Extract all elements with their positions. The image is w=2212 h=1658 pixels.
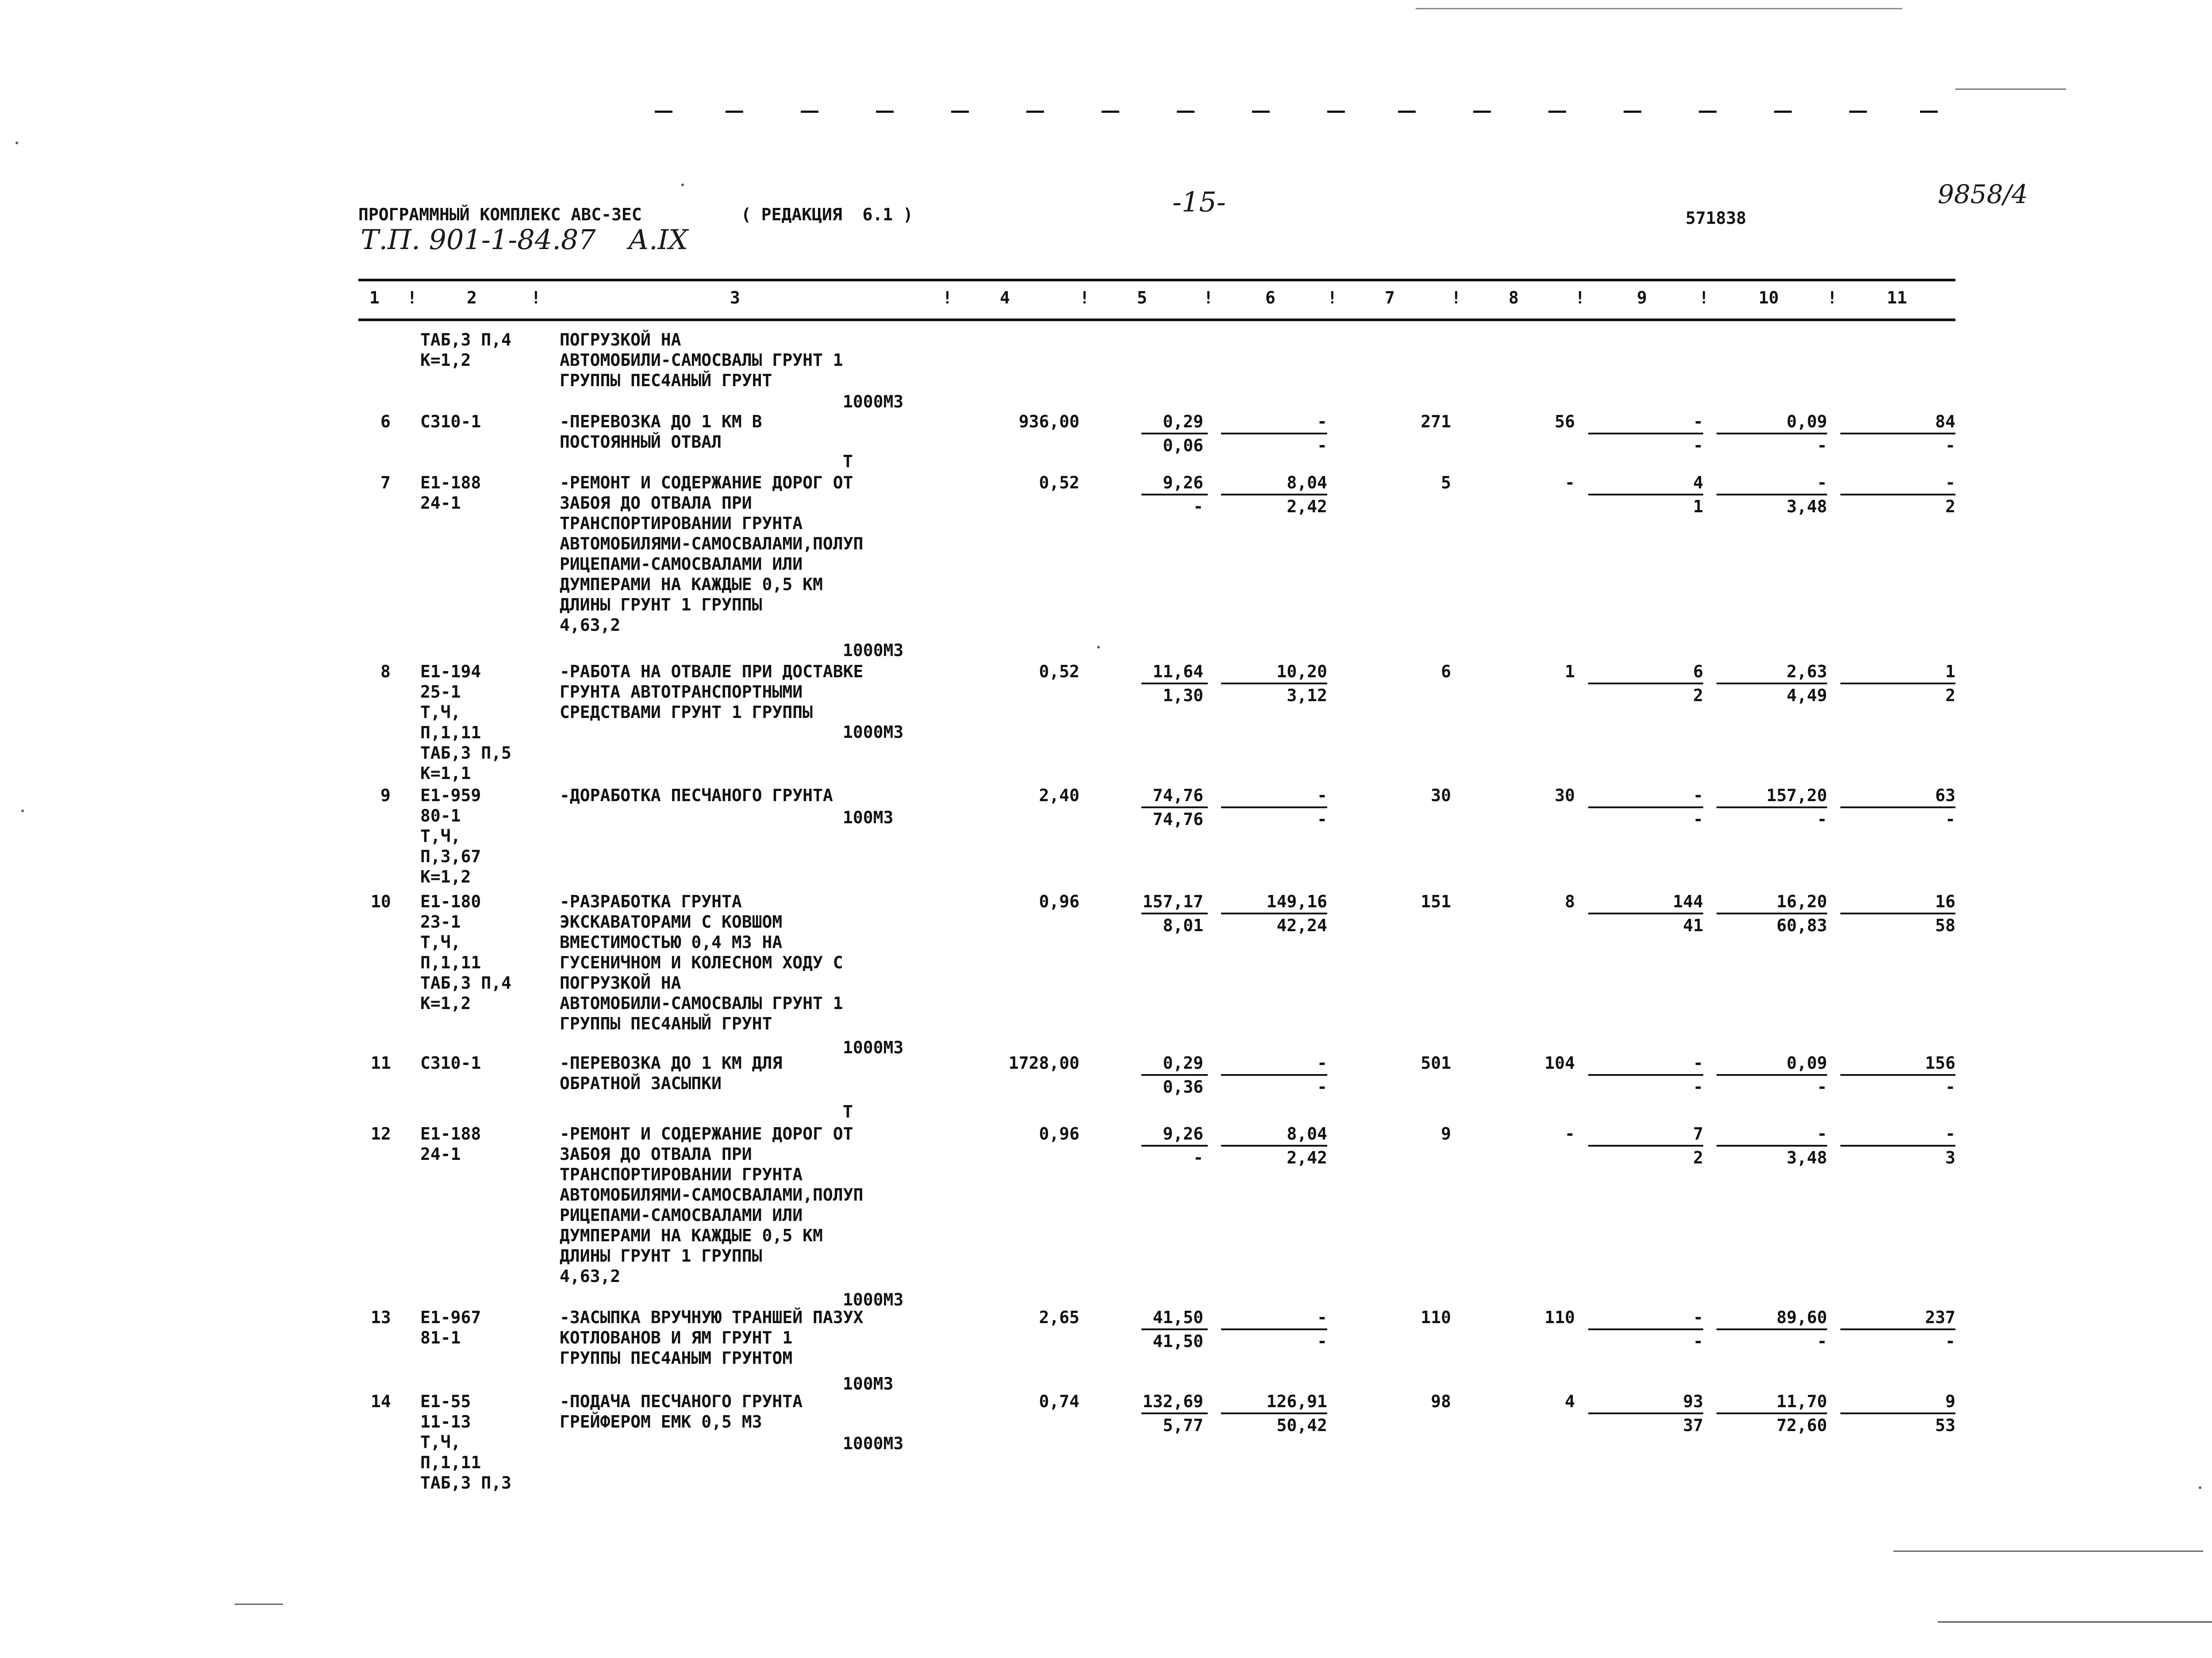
fraction-rule bbox=[1717, 683, 1827, 684]
unit-label: 1000М3 bbox=[843, 641, 904, 660]
scan-line-top bbox=[1416, 8, 1902, 9]
cell-c6-lower: 2,42 bbox=[1286, 1148, 1327, 1167]
row-number: 11 bbox=[371, 1053, 391, 1073]
cell-c11: 63 bbox=[1935, 786, 1955, 805]
work-description: -ДОРАБОТКА ПЕСЧАНОГО ГРУНТА bbox=[560, 786, 833, 805]
cell-c5-lower: - bbox=[1193, 1148, 1203, 1167]
scan-speck bbox=[21, 810, 24, 812]
cost-code: С310-1 bbox=[420, 412, 481, 431]
tp-number: Т.П. 901-1-84.87 bbox=[361, 223, 596, 256]
fraction-rule bbox=[1141, 1145, 1208, 1147]
cell-c4: 2,40 bbox=[1039, 786, 1079, 805]
cost-code: Е1-959 80-1 Т,Ч, П,3,67 К=1,2 bbox=[420, 786, 481, 887]
fraction-rule bbox=[1840, 1412, 1955, 1414]
cell-c7: 9 bbox=[1441, 1124, 1451, 1144]
cell-c6: - bbox=[1317, 1053, 1327, 1073]
fraction-rule bbox=[1141, 1412, 1208, 1414]
cell-c10-lower: - bbox=[1817, 1077, 1827, 1097]
cell-c5: 132,69 bbox=[1142, 1392, 1203, 1411]
fraction-rule bbox=[1221, 1328, 1327, 1330]
work-description: -ПЕРЕВОЗКА ДО 1 КМ В ПОСТОЯННЫЙ ОТВАЛ bbox=[560, 412, 762, 452]
unit-label: 1000М3 bbox=[843, 392, 904, 411]
col-header-2: 2 bbox=[467, 288, 477, 307]
cell-c10-lower: 4,49 bbox=[1786, 686, 1827, 705]
cell-c4: 1728,00 bbox=[1008, 1053, 1079, 1073]
fraction-rule bbox=[1717, 806, 1827, 808]
cell-c7: 5 bbox=[1441, 473, 1451, 492]
fraction-rule bbox=[1141, 1074, 1208, 1076]
cell-c9: 93 bbox=[1683, 1392, 1703, 1411]
cell-c5: 9,26 bbox=[1163, 473, 1203, 492]
cell-c11-lower: 53 bbox=[1935, 1416, 1955, 1435]
cell-c9-lower: - bbox=[1693, 810, 1703, 829]
cell-c6-lower: - bbox=[1317, 436, 1327, 455]
col-header-6: 6 bbox=[1265, 288, 1275, 307]
fraction-rule bbox=[1588, 806, 1703, 808]
fraction-rule bbox=[1221, 806, 1327, 808]
col-header-7: 7 bbox=[1385, 288, 1395, 307]
work-description: -ПОДАЧА ПЕСЧАНОГО ГРУНТА ГРЕЙФЕРОМ ЕМК 0,5 М3 bbox=[560, 1392, 803, 1432]
cell-c10-lower: 72,60 bbox=[1776, 1416, 1827, 1435]
cell-c6: - bbox=[1317, 1308, 1327, 1327]
fraction-rule bbox=[1840, 806, 1955, 808]
cell-c8: 1 bbox=[1565, 662, 1575, 681]
unit-label: 1000М3 bbox=[843, 1038, 904, 1057]
cell-c8: 4 bbox=[1565, 1392, 1575, 1411]
cost-code: Е1-188 24-1 bbox=[420, 473, 481, 513]
cell-c10: 2,63 bbox=[1786, 662, 1827, 681]
scan-line-top-right bbox=[1955, 88, 2066, 90]
cell-c8: 104 bbox=[1544, 1053, 1575, 1073]
row-number: 14 bbox=[371, 1392, 391, 1411]
cell-c10: 89,60 bbox=[1776, 1308, 1827, 1327]
fraction-rule bbox=[1141, 433, 1208, 434]
fraction-rule bbox=[1840, 1328, 1955, 1330]
cell-c11-lower: 2 bbox=[1945, 497, 1955, 516]
fraction-rule bbox=[1141, 683, 1208, 684]
fraction-rule bbox=[1717, 1412, 1827, 1414]
scan-speck bbox=[2199, 1486, 2201, 1489]
cell-c5-lower: 1,30 bbox=[1163, 686, 1203, 705]
scan-speck bbox=[1097, 646, 1100, 649]
fraction-rule bbox=[1588, 1328, 1703, 1330]
row-number: 6 bbox=[380, 412, 391, 431]
cell-c5: 0,29 bbox=[1163, 412, 1203, 431]
fraction-rule bbox=[1717, 1074, 1827, 1076]
cell-c8: - bbox=[1565, 1124, 1575, 1144]
handwritten-archive-id: 9858/4 bbox=[1938, 179, 2028, 209]
fraction-rule bbox=[1588, 683, 1703, 684]
cell-c10: 16,20 bbox=[1776, 892, 1827, 911]
col-header-3: 3 bbox=[730, 288, 740, 307]
col-header-9: 9 bbox=[1637, 288, 1647, 307]
cell-c10: 0,09 bbox=[1786, 412, 1827, 431]
unit-label: 100М3 bbox=[843, 808, 894, 827]
cell-c11: - bbox=[1945, 473, 1955, 492]
col-header-10: 10 bbox=[1759, 288, 1779, 307]
fraction-rule bbox=[1588, 1074, 1703, 1076]
cell-c9: 144 bbox=[1673, 892, 1703, 911]
cost-code: Е1-967 81-1 bbox=[420, 1308, 481, 1347]
scan-speck bbox=[15, 142, 18, 144]
fraction-rule bbox=[1717, 1145, 1827, 1147]
cell-c4: 0,96 bbox=[1039, 892, 1079, 911]
col-sep: ! bbox=[1079, 288, 1090, 307]
cell-c9-lower: 37 bbox=[1683, 1416, 1703, 1435]
row-number: 13 bbox=[371, 1308, 391, 1327]
cost-code: С310-1 bbox=[420, 1053, 481, 1073]
col-header-4: 4 bbox=[1000, 288, 1010, 307]
cell-c4: 0,96 bbox=[1039, 1124, 1079, 1144]
row-number: 7 bbox=[380, 473, 391, 492]
unit-label: 1000М3 bbox=[843, 1434, 904, 1453]
cell-c11: - bbox=[1945, 1124, 1955, 1144]
col-sep: ! bbox=[531, 288, 541, 307]
fraction-rule bbox=[1221, 683, 1327, 684]
row-number: 10 bbox=[371, 892, 391, 911]
unit-label: 1000М3 bbox=[843, 1290, 904, 1309]
cell-c7: 98 bbox=[1431, 1392, 1451, 1411]
unit-label: Т bbox=[843, 1102, 853, 1121]
cell-c6: - bbox=[1317, 412, 1327, 431]
cell-c11: 237 bbox=[1925, 1308, 1955, 1327]
cell-c5: 74,76 bbox=[1152, 786, 1203, 805]
album-number: А.IX bbox=[628, 223, 688, 256]
fraction-rule bbox=[1840, 433, 1955, 434]
cell-c6-lower: - bbox=[1317, 1332, 1327, 1351]
cell-c9-lower: 41 bbox=[1683, 916, 1703, 935]
program-title: ПРОГРАММНЫЙ КОМПЛЕКС АВС-3ЕС bbox=[358, 205, 642, 224]
fraction-rule bbox=[1840, 1074, 1955, 1076]
cell-c5: 157,17 bbox=[1142, 892, 1203, 911]
work-description: -ПЕРЕВОЗКА ДО 1 КМ ДЛЯ ОБРАТНОЙ ЗАСЫПКИ bbox=[560, 1053, 783, 1093]
cell-c11-lower: - bbox=[1945, 1077, 1955, 1097]
cell-c6: 126,91 bbox=[1266, 1392, 1327, 1411]
cost-code: Е1-188 24-1 bbox=[420, 1124, 481, 1164]
cost-code: ТАБ,3 П,4 К=1,2 bbox=[420, 330, 511, 370]
cell-c10-lower: 3,48 bbox=[1786, 1148, 1827, 1167]
col-sep: ! bbox=[1327, 288, 1337, 307]
scan-line-bottom-right bbox=[1893, 1551, 2203, 1552]
cell-c4: 0,52 bbox=[1039, 473, 1079, 492]
cell-c11-lower: 58 bbox=[1935, 916, 1955, 935]
cell-c11-lower: - bbox=[1945, 1332, 1955, 1351]
cell-c10-lower: 3,48 bbox=[1786, 497, 1827, 516]
fraction-rule bbox=[1221, 1412, 1327, 1414]
cell-c6: - bbox=[1317, 786, 1327, 805]
cell-c5: 41,50 bbox=[1152, 1308, 1203, 1327]
col-sep: ! bbox=[1827, 288, 1837, 307]
cell-c5-lower: 0,36 bbox=[1163, 1077, 1203, 1097]
cell-c6: 149,16 bbox=[1266, 892, 1327, 911]
row-number: 8 bbox=[380, 662, 391, 681]
cell-c10: - bbox=[1817, 1124, 1827, 1144]
unit-label: 1000М3 bbox=[843, 722, 904, 742]
cell-c6-lower: 50,42 bbox=[1276, 1416, 1327, 1435]
cell-c8: 110 bbox=[1544, 1308, 1575, 1327]
cell-c11: 156 bbox=[1925, 1053, 1955, 1073]
cell-c9: - bbox=[1693, 1308, 1703, 1327]
fraction-rule bbox=[1588, 494, 1703, 495]
cost-code: Е1-180 23-1 Т,Ч, П,1,11 ТАБ,3 П,4 К=1,2 bbox=[420, 892, 511, 1013]
fraction-rule bbox=[1588, 913, 1703, 914]
cell-c11: 1 bbox=[1945, 662, 1955, 681]
cell-c9-lower: - bbox=[1693, 1332, 1703, 1351]
fraction-rule bbox=[1588, 1412, 1703, 1414]
cell-c10-lower: - bbox=[1817, 1332, 1827, 1351]
fraction-rule bbox=[1588, 433, 1703, 434]
work-description: ПОГРУЗКОЙ НА АВТОМОБИЛИ-САМОСВАЛЫ ГРУНТ 1 ГРУППЫ ПЕС4АНЫЙ ГРУНТ bbox=[560, 330, 843, 390]
cell-c5-lower: 0,06 bbox=[1163, 436, 1203, 455]
fraction-rule bbox=[1717, 433, 1827, 434]
cell-c4: 0,52 bbox=[1039, 662, 1079, 681]
fraction-rule bbox=[1717, 494, 1827, 495]
cell-c10: 0,09 bbox=[1786, 1053, 1827, 1073]
fraction-rule bbox=[1717, 1328, 1827, 1330]
cell-c9: 7 bbox=[1693, 1124, 1703, 1144]
row-number: 9 bbox=[380, 786, 391, 805]
cell-c6-lower: 3,12 bbox=[1286, 686, 1327, 705]
col-header-1: 1 bbox=[369, 288, 380, 307]
cell-c4: 936,00 bbox=[1018, 412, 1079, 431]
cell-c9: - bbox=[1693, 412, 1703, 431]
cell-c9-lower: - bbox=[1693, 436, 1703, 455]
cost-code: Е1-194 25-1 Т,Ч, П,1,11 ТАБ,3 П,5 К=1,1 bbox=[420, 662, 511, 783]
cell-c11: 84 bbox=[1935, 412, 1955, 431]
cell-c10: - bbox=[1817, 473, 1827, 492]
cell-c11-lower: - bbox=[1945, 436, 1955, 455]
cell-c9-lower: 2 bbox=[1693, 1148, 1703, 1167]
cell-c5: 0,29 bbox=[1163, 1053, 1203, 1073]
cell-c11-lower: - bbox=[1945, 810, 1955, 829]
col-header-8: 8 bbox=[1509, 288, 1519, 307]
cell-c6: 8,04 bbox=[1286, 473, 1327, 492]
cell-c8: 8 bbox=[1565, 892, 1575, 911]
cell-c8: - bbox=[1565, 473, 1575, 492]
cell-c7: 501 bbox=[1421, 1053, 1451, 1073]
unit-label: Т bbox=[843, 452, 853, 471]
fraction-rule bbox=[1141, 806, 1208, 808]
cell-c7: 6 bbox=[1441, 662, 1451, 681]
col-sep: ! bbox=[1699, 288, 1709, 307]
cell-c11: 9 bbox=[1945, 1392, 1955, 1411]
cell-c7: 271 bbox=[1421, 412, 1451, 431]
fraction-rule bbox=[1221, 1074, 1327, 1076]
scan-line-bottom-left bbox=[234, 1604, 283, 1605]
cell-c10: 11,70 bbox=[1776, 1392, 1827, 1411]
fraction-rule bbox=[1221, 494, 1327, 495]
cell-c5: 11,64 bbox=[1152, 662, 1203, 681]
cell-c6-lower: - bbox=[1317, 1077, 1327, 1097]
cell-c11-lower: 2 bbox=[1945, 686, 1955, 705]
fraction-rule bbox=[1840, 913, 1955, 914]
col-header-5: 5 bbox=[1137, 288, 1147, 307]
unit-label: 100М3 bbox=[843, 1374, 894, 1393]
cell-c5: 9,26 bbox=[1163, 1124, 1203, 1144]
cell-c11: 16 bbox=[1935, 892, 1955, 911]
fraction-rule bbox=[1221, 1145, 1327, 1147]
fraction-rule bbox=[1840, 1145, 1955, 1147]
col-header-11: 11 bbox=[1887, 288, 1907, 307]
cell-c7: 110 bbox=[1421, 1308, 1451, 1327]
cell-c9: 6 bbox=[1693, 662, 1703, 681]
scan-speck bbox=[681, 184, 684, 186]
cell-c4: 2,65 bbox=[1039, 1308, 1079, 1327]
cell-c6-lower: 2,42 bbox=[1286, 497, 1327, 516]
fraction-rule bbox=[1221, 913, 1327, 914]
col-sep: ! bbox=[1203, 288, 1214, 307]
cell-c4: 0,74 bbox=[1039, 1392, 1079, 1411]
fraction-rule bbox=[1588, 1145, 1703, 1147]
cost-code: Е1-55 11-13 Т,Ч, П,1,11 ТАБ,3 П,3 bbox=[420, 1392, 511, 1493]
cell-c6-lower: - bbox=[1317, 810, 1327, 829]
fraction-rule bbox=[1717, 913, 1827, 914]
work-description: -РАЗРАБОТКА ГРУНТА ЭКСКАВАТОРАМИ С КОВШОМ ВМЕСТИМОСТЬЮ 0,4 М3 НА ГУСЕНИЧНОМ И КОЛЕСНОМ ХОДУ С ПОГРУЗКОЙ НА АВТОМОБИЛИ-САМОСВАЛЫ ГРУНТ 1 ГРУППЫ ПЕС4АНЫЙ ГРУНТ bbox=[560, 892, 843, 1033]
cell-c8: 30 bbox=[1555, 786, 1575, 805]
cell-c10: 157,20 bbox=[1766, 786, 1827, 805]
page-number: -15- bbox=[1172, 186, 1226, 218]
table-header-rule bbox=[358, 319, 1955, 321]
cell-c5-lower: 5,77 bbox=[1163, 1416, 1203, 1435]
cell-c9-lower: 1 bbox=[1693, 497, 1703, 516]
fraction-rule bbox=[1141, 1328, 1208, 1330]
row-number: 12 bbox=[371, 1124, 391, 1144]
document-code: 571838 bbox=[1686, 208, 1747, 228]
fraction-rule bbox=[1221, 433, 1327, 434]
col-sep: ! bbox=[1451, 288, 1461, 307]
work-description: -РАБОТА НА ОТВАЛЕ ПРИ ДОСТАВКЕ ГРУНТА АВТОТРАНСПОРТНЫМИ СРЕДСТВАМИ ГРУНТ 1 ГРУППЫ bbox=[560, 662, 864, 722]
fraction-rule bbox=[1141, 913, 1208, 914]
cell-c5-lower: 41,50 bbox=[1152, 1332, 1203, 1351]
cell-c10-lower: - bbox=[1817, 436, 1827, 455]
cell-c5-lower: 8,01 bbox=[1163, 916, 1203, 935]
col-sep: ! bbox=[407, 288, 417, 307]
cell-c7: 30 bbox=[1431, 786, 1451, 805]
work-description: -ЗАСЫПКА ВРУЧНУЮ ТРАНШЕЙ ПАЗУХ КОТЛОВАНОВ И ЯМ ГРУНТ 1 ГРУППЫ ПЕС4АНЫМ ГРУНТОМ bbox=[560, 1308, 864, 1368]
cell-c9-lower: - bbox=[1693, 1077, 1703, 1097]
cell-c11-lower: 3 bbox=[1945, 1148, 1955, 1167]
cell-c10-lower: 60,83 bbox=[1776, 916, 1827, 935]
work-description: -РЕМОНТ И СОДЕРЖАНИЕ ДОРОГ ОТ ЗАБОЯ ДО ОТВАЛА ПРИ ТРАНСПОРТИРОВАНИИ ГРУНТА АВТОМОБИЛЯМИ-САМОСВАЛАМИ,ПОЛУП РИЦЕПАМИ-САМОСВАЛАМИ ИЛИ ДУМПЕРАМИ НА КАЖДЫЕ 0,5 КМ ДЛИНЫ ГРУНТ 1 ГРУППЫ 4,63,2 bbox=[560, 473, 864, 635]
cell-c9: - bbox=[1693, 1053, 1703, 1073]
col-sep: ! bbox=[942, 288, 952, 307]
cell-c9-lower: 2 bbox=[1693, 686, 1703, 705]
cell-c6: 10,20 bbox=[1276, 662, 1327, 681]
cell-c9: 4 bbox=[1693, 473, 1703, 492]
edition-label: ( РЕДАКЦИЯ 6.1 ) bbox=[741, 205, 913, 224]
work-description: -РЕМОНТ И СОДЕРЖАНИЕ ДОРОГ ОТ ЗАБОЯ ДО ОТВАЛА ПРИ ТРАНСПОРТИРОВАНИИ ГРУНТА АВТОМОБИЛЯМИ-САМОСВАЛАМИ,ПОЛУП РИЦЕПАМИ-САМОСВАЛАМИ ИЛИ ДУМПЕРАМИ НА КАЖДЫЕ 0,5 КМ ДЛИНЫ ГРУНТ 1 ГРУППЫ 4,63,2 bbox=[560, 1124, 864, 1286]
fraction-rule bbox=[1840, 494, 1955, 495]
scan-line-bottom-right-2 bbox=[1938, 1621, 2212, 1623]
cell-c10-lower: - bbox=[1817, 810, 1827, 829]
cell-c7: 151 bbox=[1421, 892, 1451, 911]
cell-c9: - bbox=[1693, 786, 1703, 805]
table-top-rule bbox=[358, 279, 1955, 281]
fraction-rule bbox=[1840, 683, 1955, 684]
cell-c5-lower: - bbox=[1193, 497, 1203, 516]
cell-c6-lower: 42,24 bbox=[1276, 916, 1327, 935]
cell-c8: 56 bbox=[1555, 412, 1575, 431]
fraction-rule bbox=[1141, 494, 1208, 495]
cell-c6: 8,04 bbox=[1286, 1124, 1327, 1144]
cell-c5-lower: 74,76 bbox=[1152, 810, 1203, 829]
col-sep: ! bbox=[1575, 288, 1585, 307]
